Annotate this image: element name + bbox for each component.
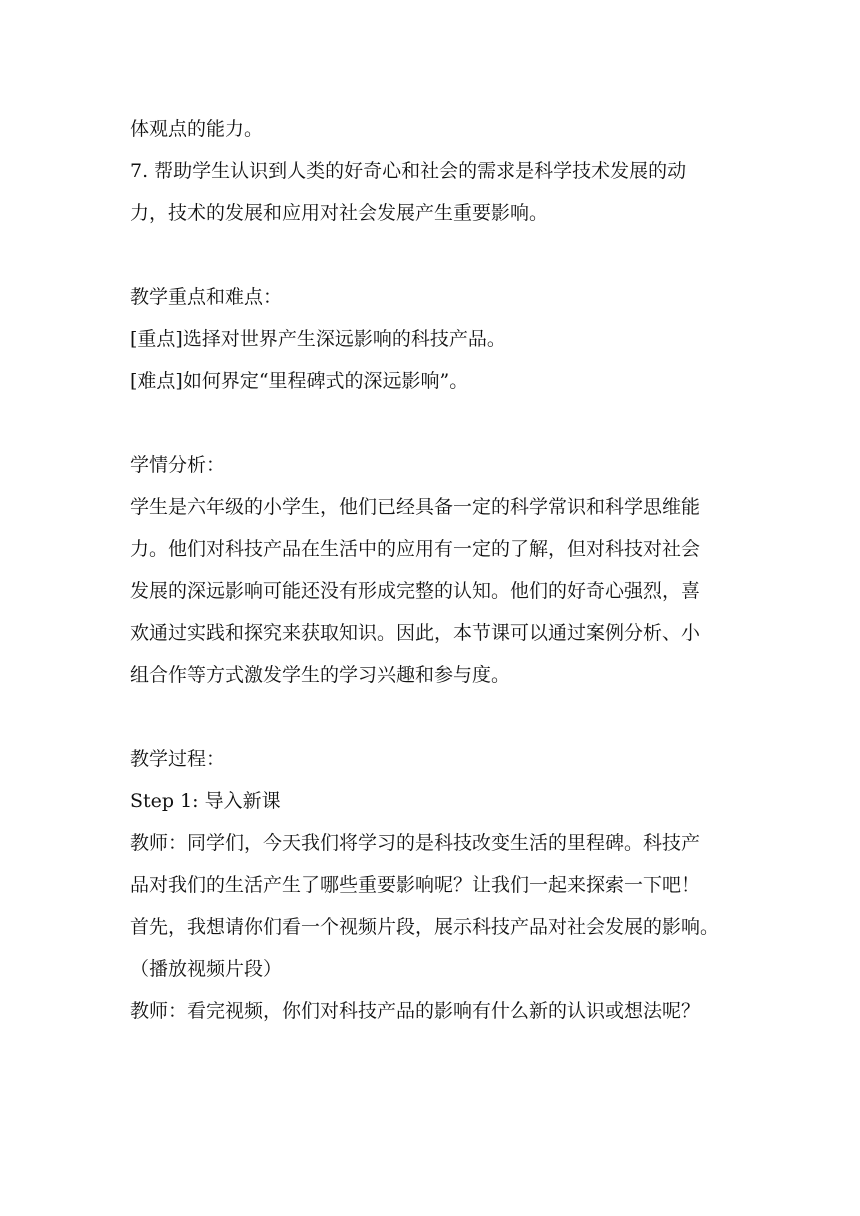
text-line: 品对我们的生活产生了哪些重要影响呢？让我们一起来探索一下吧！ <box>130 874 701 896</box>
objective-7-line: 7. 帮助学生认识到人类的好奇心和社会的需求是科学技术发展的动 <box>130 160 687 182</box>
text-line: 欢通过实践和探究来获取知识。因此，本节课可以通过案例分析、小 <box>130 622 701 644</box>
section-heading-key-points: 教学重点和难点： <box>130 286 283 308</box>
difficulty-line: [难点]如何界定“里程碑式的深远影响”。 <box>130 370 469 392</box>
text-line: （播放视频片段） <box>130 958 283 980</box>
blank-line <box>130 234 744 276</box>
text-line: 体观点的能力。 <box>130 118 264 140</box>
section-heading-student-analysis: 学情分析： <box>130 454 226 476</box>
text-line: 教师：同学们，今天我们将学习的是科技改变生活的里程碑。科技产 <box>130 832 701 854</box>
text-line: 发展的深远影响可能还没有形成完整的认知。他们的好奇心强烈，喜 <box>130 580 701 602</box>
text-line: 组合作等方式激发学生的学习兴趣和参与度。 <box>130 664 511 686</box>
text-line: 学生是六年级的小学生，他们已经具备一定的科学常识和科学思维能 <box>130 496 701 518</box>
text-line: 首先，我想请你们看一个视频片段，展示科技产品对社会发展的影响。 <box>130 916 720 938</box>
text-line: 教师：看完视频，你们对科技产品的影响有什么新的认识或想法呢？ <box>130 1000 701 1022</box>
text-line: 力，技术的发展和应用对社会发展产生重要影响。 <box>130 202 549 224</box>
text-line: 力。他们对科技产品在生活中的应用有一定的了解，但对科技对社会 <box>130 538 701 560</box>
step-heading: Step 1: 导入新课 <box>130 790 281 812</box>
document-body <box>130 108 744 1032</box>
section-heading-teaching-process: 教学过程： <box>130 748 226 770</box>
blank-line <box>130 402 744 444</box>
blank-line <box>130 696 744 738</box>
key-point-line: [重点]选择对世界产生深远影响的科技产品。 <box>130 328 506 350</box>
